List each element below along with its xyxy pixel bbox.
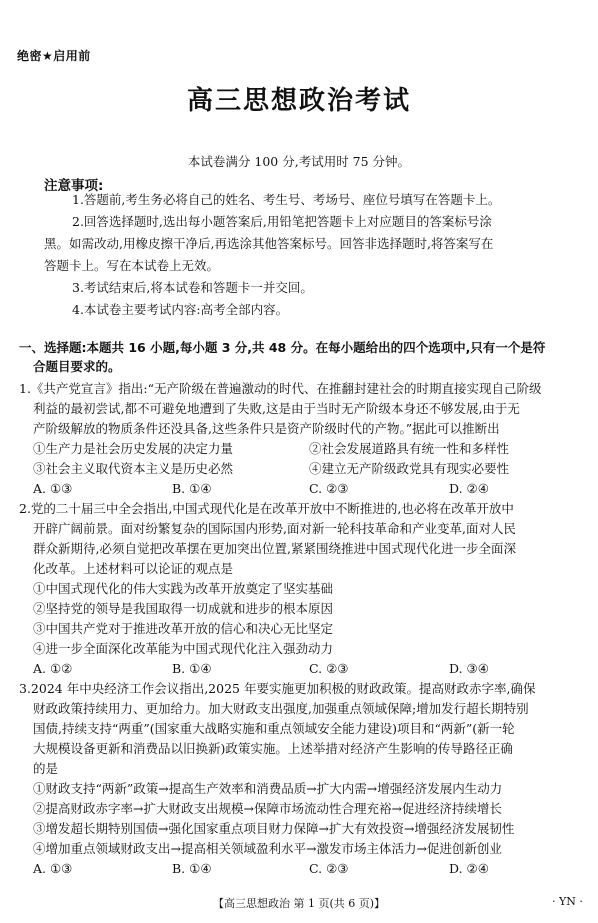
question-text: 大规模设备更新和消费品以旧换新)政策实施。上述举措对经济产生影响的传导路径正确	[33, 741, 513, 756]
question-text: 群众新期待,必须自觉把改革摆在更加突出位置,紧紧围绕推进中国式现代化进一步全面深	[33, 541, 516, 556]
page-title: 高三思想政治考试	[186, 86, 411, 116]
answer-choice-b[interactable]: B. ①④	[172, 481, 212, 496]
question-option: ③增发超长期特别国债→强化国家重点项目财力保障→扩大有效投资→增强经济发展韧性	[33, 821, 515, 836]
footer-code: · YN ·	[552, 895, 583, 908]
answer-choice-c[interactable]: C. ②③	[309, 861, 349, 876]
page-footer: 【高三思想政治 第 1 页(共 6 页)】	[212, 897, 386, 910]
note-line: 2.回答选择题时,选出每小题答案后,用铅笔把答题卡上对应题目的答案标号涂	[72, 214, 492, 229]
question-option: ④进一步全面深化改革能为中国式现代化注入强劲动力	[33, 641, 334, 656]
answer-choice-d[interactable]: D. ②④	[449, 481, 489, 496]
answer-choice-a[interactable]: A. ①③	[33, 481, 73, 496]
answer-choice-b[interactable]: B. ①④	[172, 861, 212, 876]
question-text: 开辟广阔前景。面对纷繁复杂的国际国内形势,面对新一轮科技革命和产业变革,面对人民	[33, 521, 516, 536]
question-text: 2.党的二十届三中全会指出,中国式现代化是在改革开放中不断推进的,也必将在改革开放中	[19, 501, 514, 516]
note-line: 黑。如需改动,用橡皮擦干净后,再选涂其他答案标号。回答非选择题时,将答案写在	[44, 236, 494, 251]
question-option: ①中国式现代化的伟大实践为改革开放奠定了坚实基础	[33, 581, 334, 596]
question-text: 产阶级解放的物质条件还没具备,这些条件只是资产阶级时代的产物。”据此可以推断出	[33, 421, 500, 436]
exam-subtitle: 本试卷满分 100 分,考试用时 75 分钟。	[187, 154, 411, 169]
note-line: 4.本试卷主要考试内容:高考全部内容。	[72, 302, 289, 317]
question-text: 化改革。上述材料可以论证的观点是	[33, 561, 234, 576]
section-heading-line: 合题目要求的。	[33, 359, 121, 374]
answer-choice-d[interactable]: D. ③④	[449, 661, 489, 676]
question-option: ②坚持党的领导是我国取得一切成就和进步的根本原因	[33, 601, 334, 616]
note-line: 3.考试结束后,将本试卷和答题卡一并交回。	[72, 280, 313, 295]
question-option: ①生产力是社会历史发展的决定力量	[33, 441, 234, 456]
secret-label: 绝密★启用前	[17, 49, 91, 63]
note-line: 1.答题前,考生务必将自己的姓名、考生号、考场号、座位号填写在答题卡上。	[72, 192, 501, 207]
question-option: ④增加重点领域财政支出→提高相关领域盈利水平→激发市场主体活力→促进创新创业	[33, 841, 502, 856]
answer-choice-c[interactable]: C. ②③	[309, 481, 349, 496]
section-heading	[19, 338, 585, 376]
question-option: ③中国共产党对于推进改革开放的信心和决心无比坚定	[33, 621, 334, 636]
question-option: ③社会主义取代资本主义是历史必然	[33, 461, 234, 476]
question-text: 的是	[33, 761, 59, 776]
answer-choice-b[interactable]: B. ①④	[172, 661, 212, 676]
question-option: ②社会发展道路具有统一性和多样性	[309, 441, 510, 456]
question-text: 财政政策持续用力、更加给力。加大财政支出强度,加强重点领域保障;增加发行超长期特别	[33, 701, 529, 716]
answer-choice-a[interactable]: A. ①②	[33, 661, 73, 676]
question-text: 利益的最初尝试,都不可避免地遭到了失败,这是由于当时无产阶级本身还不够发展,由于无	[33, 401, 520, 416]
question-text: 1.《共产党宣言》指出:“无产阶级在普遍激动的时代、在推翻封建社会的时期直接实现自己阶级	[19, 381, 542, 396]
question-option: ②提高财政赤字率→扩大财政支出规模→保障市场流动性合理充裕→促进经济持续增长	[33, 801, 502, 816]
answer-choice-c[interactable]: C. ②③	[309, 661, 349, 676]
note-line: 答题卡上。写在本试卷上无效。	[44, 258, 220, 273]
question-option: ①财政支持“两新”政策→提高生产效率和消费品质→扩大内需→增强经济发展内生动力	[33, 781, 503, 796]
notes-heading: 注意事项:	[44, 178, 104, 194]
answer-choice-d[interactable]: D. ②④	[449, 861, 489, 876]
question-text: 3.2024 年中央经济工作会议指出,2025 年要实施更加积极的财政政策。提高财政赤字率,确保	[19, 681, 536, 696]
question-option: ④建立无产阶级政党具有现实必要性	[309, 461, 510, 476]
answer-choice-a[interactable]: A. ①③	[33, 861, 73, 876]
question-text: 国债,持续支持“两重”(国家重大战略实施和重点领域安全能力建设)项目和“两新”(新一轮	[33, 721, 515, 736]
section-heading-line: 一、选择题:本题共 16 小题,每小题 3 分,共 48 分。在每小题给出的四个选项中,只有一个是符	[19, 340, 546, 355]
